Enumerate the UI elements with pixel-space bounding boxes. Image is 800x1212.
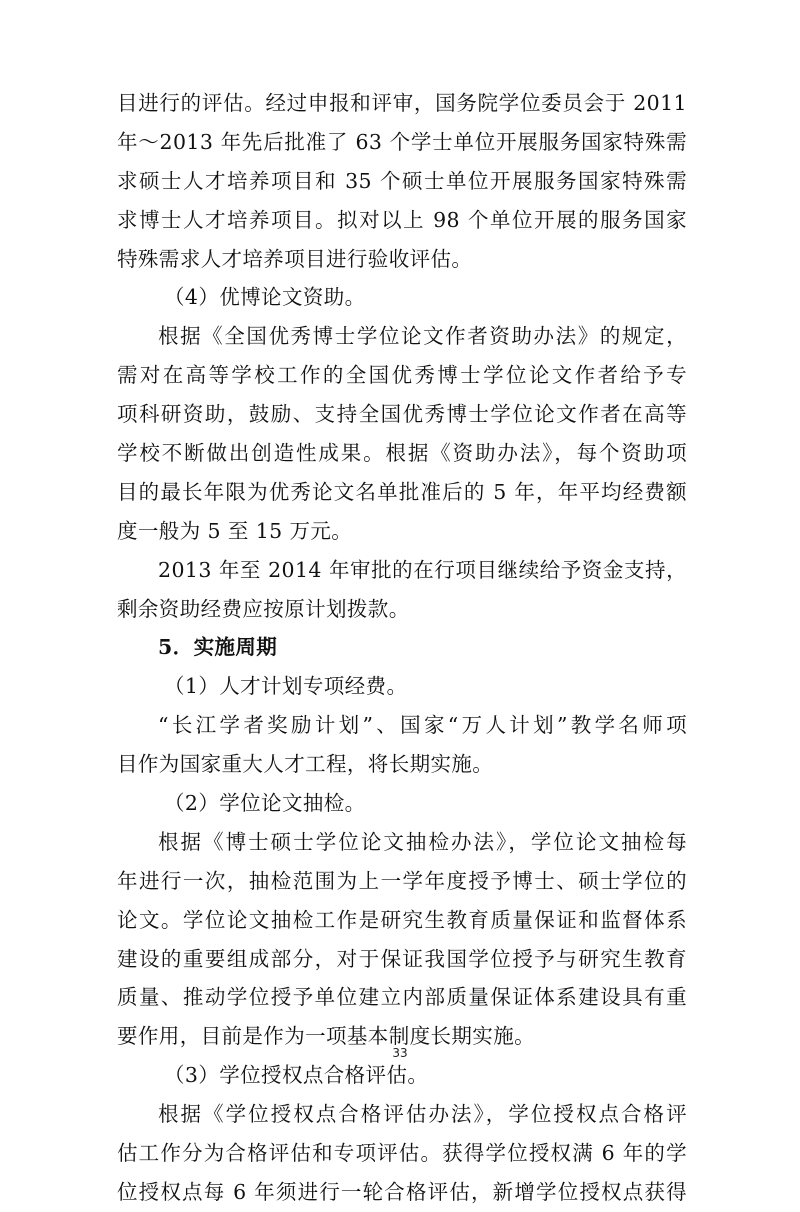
text-line: 学校不断做出创造性成果。根据《资助办法》，每个资助项 xyxy=(117,441,687,466)
text-line: 目的最长年限为优秀论文名单批准后的 5 年，年平均经费额 xyxy=(117,479,687,504)
text-line: 位授权点每 6 年须进行一轮合格评估，新增学位授权点获得 xyxy=(117,1179,687,1204)
text-line: 求硕士人才培养项目和 35 个硕士单位开展服务国家特殊需 xyxy=(117,168,687,193)
text-line: 建设的重要组成部分，对于保证我国学位授予与研究生教育 xyxy=(117,946,687,971)
paragraph-start: 根据《博士硕士学位论文抽检办法》，学位论文抽检每 xyxy=(158,829,687,854)
section-heading: 5．实施周期 xyxy=(158,635,278,660)
paragraph-start: “长江学者奖励计划”、国家“万人计划”教学名师项 xyxy=(158,713,687,738)
text-line: 质量、推动学位授予单位建立内部质量保证体系建设具有重 xyxy=(117,985,687,1010)
page-number: 33 xyxy=(392,1046,408,1060)
subheading: （3）学位授权点合格评估。 xyxy=(164,1063,429,1088)
text-line: 年～2013 年先后批准了 63 个学士单位开展服务国家特殊需 xyxy=(117,129,687,154)
subheading: （4）优博论文资助。 xyxy=(164,285,366,310)
subheading: （2）学位论文抽检。 xyxy=(164,791,366,816)
text-line: 度一般为 5 至 15 万元。 xyxy=(117,518,353,543)
text-line: 论文。学位论文抽检工作是研究生教育质量保证和监督体系 xyxy=(117,907,687,932)
body-text xyxy=(117,84,687,1212)
text-line: 项科研资助，鼓励、支持全国优秀博士学位论文作者在高等 xyxy=(117,402,687,427)
text-line: 求博士人才培养项目。拟对以上 98 个单位开展的服务国家 xyxy=(117,207,687,232)
paragraph-start: 根据《学位授权点合格评估办法》，学位授权点合格评 xyxy=(158,1102,687,1127)
subheading: （1）人才计划专项经费。 xyxy=(164,674,408,699)
text-line: 要作用，目前是作为一项基本制度长期实施。 xyxy=(117,1024,535,1049)
text-line: 需对在高等学校工作的全国优秀博士学位论文作者给予专 xyxy=(117,363,687,388)
paragraph-start: 2013 年至 2014 年审批的在行项目继续给予资金支持， xyxy=(158,557,687,582)
text-line: 年进行一次，抽检范围为上一学年度授予博士、硕士学位的 xyxy=(117,868,687,893)
text-line: 目作为国家重大人才工程，将长期实施。 xyxy=(117,752,494,777)
text-line: 估工作分为合格评估和专项评估。获得学位授权满 6 年的学 xyxy=(117,1141,687,1166)
text-line: 特殊需求人才培养项目进行验收评估。 xyxy=(117,246,473,271)
paragraph-start: 根据《全国优秀博士学位论文作者资助办法》的规定， xyxy=(158,324,687,349)
text-line: 剩余资助经费应按原计划拨款。 xyxy=(117,596,410,621)
text-line: 目进行的评估。经过申报和评审，国务院学位委员会于 2011 xyxy=(117,91,687,115)
